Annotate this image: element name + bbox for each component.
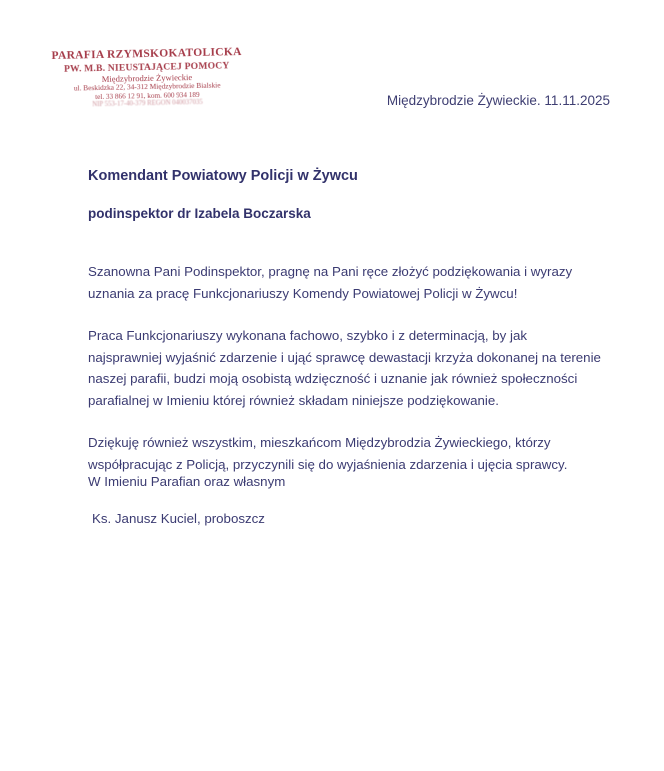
addressee-block (88, 168, 588, 221)
signature-block (88, 474, 508, 526)
body-paragraph-2: Praca Funkcjonariuszy wykonana fachowo, szybko i z determinacją, by jak najsprawniej wyjaśnić zdarzenie i ująć sprawcę dewastacji krzyża dokonanej na terenie naszej parafii, budzi moją osobistą wdzięczność i uznanie jak również społeczności parafialnej w Imieniu której również składam niniejsze podziękowanie. (88, 328, 601, 408)
parish-letterhead-stamp (51, 46, 242, 110)
signature-on-behalf: W Imieniu Parafian oraz własnym (88, 474, 286, 489)
body-paragraph-3: Dziękuję również wszystkim, mieszkańcom Międzybrodzia Żywieckiego, którzy współpracując z Policją, przyczynili się do wyjaśnienia zdarzenia i ujęcia sprawcy. (88, 435, 568, 472)
letterhead-line-5: tel. 33 866 12 91, kom. 600 934 189 (95, 90, 200, 101)
letterhead-line-4: ul. Beskidzka 22, 34-312 Międzybrodzie Bialskie (73, 80, 221, 93)
signature-name: Ks. Janusz Kuciel, proboszcz (92, 511, 265, 526)
letterhead-line-1: PARAFIA RZYMSKOKATOLICKA (51, 46, 242, 62)
letterhead-line-6: NIP 553-17-40-379 REGON 040037035 (92, 99, 203, 109)
place-and-date: Międzybrodzie Żywieckie. 11.11.2025 (386, 93, 610, 108)
letterhead-line-2: PW. M.B. NIEUSTAJĄCEJ POMOCY (63, 59, 230, 75)
addressee-office: Komendant Powiatowy Policji w Żywcu (88, 168, 358, 184)
addressee-person: podinspektor dr Izabela Boczarska (88, 206, 311, 221)
letter-body (88, 261, 604, 475)
body-paragraph-1: Szanowna Pani Podinspektor, pragnę na Pani ręce złożyć podziękowania i wyrazy uznania za pracę Funkcjonariuszy Komendy Powiatowej Policji w Żywcu! (88, 264, 573, 301)
letterhead-line-3: Międzybrodzie Żywieckie (101, 71, 193, 84)
